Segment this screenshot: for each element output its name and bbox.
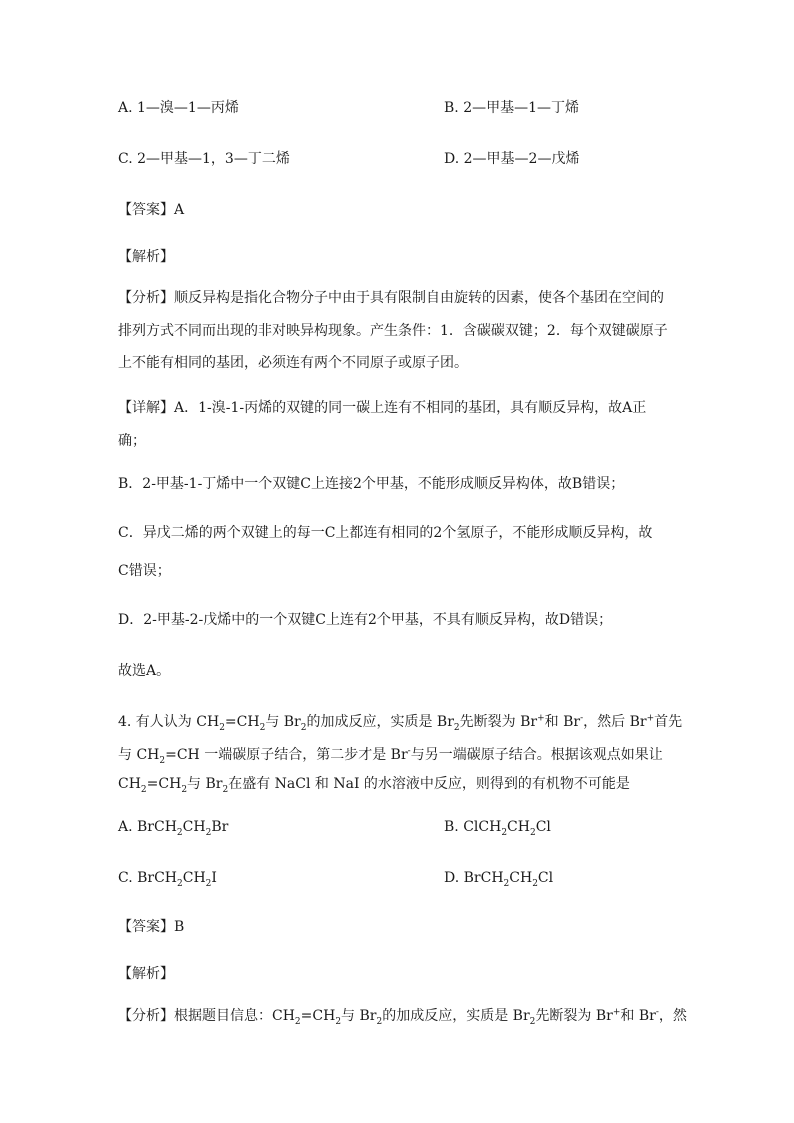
q4-stem-line-2	[118, 745, 663, 765]
option-text: CH	[182, 819, 206, 835]
q3-conclusion: 故选A。	[118, 663, 171, 679]
answer-tag: 【答案】	[118, 202, 174, 218]
answer-value: B	[174, 919, 185, 935]
subscript: 2	[529, 827, 536, 838]
stem-text: 与另一端碳原子结合。根据该观点如果让	[410, 747, 663, 763]
q4-fenxi-line-1	[118, 1006, 687, 1026]
option-text: Cl	[535, 819, 551, 835]
stem-text: 与 Br	[265, 714, 301, 730]
stem-text: 与 Br	[187, 776, 223, 792]
subscript: 2	[501, 827, 508, 838]
stem-text: 与 CH	[118, 747, 160, 763]
fenxi-tag: 【分析】	[118, 290, 174, 306]
option-text: CH	[507, 819, 530, 835]
q3-detail-a-line-1	[118, 398, 646, 418]
subscript: 2	[219, 722, 225, 733]
option-text: I	[211, 870, 217, 886]
fenxi-text: 和 Br	[620, 1008, 656, 1024]
answer-tag: 【答案】	[118, 919, 174, 935]
xiangjie-tag: 【详解】	[118, 400, 174, 416]
superscript: +	[612, 1007, 621, 1018]
question-number: 4.	[118, 714, 132, 730]
q3-fenxi-line-3: 上不能有相同的基团，必须连有两个不同原子或原子团。	[118, 355, 468, 371]
subscript: 2	[181, 784, 188, 795]
q3-fenxi-line-1	[118, 288, 664, 308]
superscript: +	[646, 713, 655, 724]
answer-value: A	[174, 202, 185, 218]
fenxi-text: 与 Br	[341, 1008, 377, 1024]
stem-text: =CH 一端碳原子结合，第二步才是 Br	[165, 747, 408, 763]
subscript: 2	[532, 878, 538, 889]
superscript: +	[537, 713, 545, 724]
subscript: 2	[205, 827, 212, 838]
subscript: 2	[335, 1016, 342, 1027]
superscript: -	[407, 746, 411, 757]
subscript: 2	[176, 827, 183, 838]
option-text: Br	[211, 819, 229, 835]
fenxi-tag: 【分析】	[118, 1008, 174, 1024]
q3-answer	[118, 200, 184, 220]
option-text: A. BrCH	[118, 819, 177, 835]
q3-detail-c-line-2: C错误；	[118, 563, 171, 579]
q3-detail-c-line-1: C．异戊二烯的两个双键上的每一C上都连有相同的2个氢原子，不能形成顺反异构，故	[118, 525, 653, 541]
subscript: 2	[503, 878, 510, 889]
q3-detail-b: B．2-甲基-1-丁烯中一个双键C上连接2个甲基，不能形成顺反异构体，故B错误；	[118, 476, 625, 492]
subscript: 2	[259, 722, 266, 733]
subscript: 2	[376, 1016, 383, 1027]
q3-analysis-tag: 【解析】	[118, 249, 174, 265]
fenxi-text: 先断裂为 Br	[535, 1008, 613, 1024]
fenxi-text: 顺反异构是指化合物分子中由于具有限制自由旋转的因素，使各个基团在空间的	[174, 290, 664, 306]
option-text: CH	[509, 870, 533, 886]
q4-answer	[118, 917, 184, 937]
subscript: 2	[300, 722, 307, 733]
stem-text: =CH	[224, 714, 260, 730]
q4-stem-line-1	[118, 712, 682, 732]
detail-text: A．1-溴-1-丙烯的双键的同一碳上连有不相同的基团，具有顺反异构，故A正	[174, 400, 647, 416]
subscript: 2	[529, 1016, 536, 1027]
option-text: C. BrCH	[118, 870, 178, 886]
q4-option-b	[444, 817, 551, 837]
stem-text: 在盛有 NaCl 和 NaI 的水溶液中反应，则得到的有机物不可能是	[228, 776, 630, 792]
fenxi-text: ，然	[658, 1008, 687, 1024]
q3-option-a: A. 1—溴—1—丙烯	[118, 100, 239, 116]
q3-detail-a-line-2: 确；	[118, 433, 146, 449]
subscript: 2	[222, 784, 229, 795]
superscript: -	[655, 1007, 659, 1018]
stem-text: 首先	[654, 714, 683, 730]
subscript: 2	[205, 878, 212, 889]
fenxi-text: 的加成反应，实质是 Br	[382, 1008, 530, 1024]
stem-text: 有人认为 CH	[131, 714, 220, 730]
option-text: CH	[182, 870, 206, 886]
q4-option-a	[118, 817, 228, 837]
stem-text: 和 Br	[544, 714, 581, 730]
superscript: -	[580, 713, 584, 724]
option-text: B. ClCH	[444, 819, 502, 835]
q4-stem-line-3	[118, 774, 630, 794]
fenxi-text: =CH	[300, 1008, 336, 1024]
q3-fenxi-line-2: 排列方式不同而出现的非对映异构现象。产生条件：1．含碳碳双键；2．每个双键碳原子	[118, 323, 668, 339]
stem-text: ，然后 Br	[583, 714, 647, 730]
fenxi-text: 根据题目信息：CH	[174, 1008, 295, 1024]
q3-option-c: C. 2—甲基—1，3—丁二烯	[118, 151, 290, 167]
q4-option-d	[444, 868, 553, 888]
subscript: 2	[294, 1016, 301, 1027]
subscript: 2	[177, 878, 183, 889]
option-text: Cl	[537, 870, 554, 886]
q3-option-d: D. 2—甲基—2—戊烯	[444, 151, 580, 167]
stem-text: 先断裂为 Br	[459, 714, 538, 730]
option-text: D. BrCH	[444, 870, 504, 886]
q4-option-c	[118, 868, 217, 888]
subscript: 2	[453, 722, 460, 733]
q3-option-b: B. 2—甲基—1—丁烯	[444, 100, 580, 116]
subscript: 2	[140, 784, 147, 795]
stem-text: 的加成反应，实质是 Br	[306, 714, 454, 730]
stem-text: =CH	[146, 776, 182, 792]
subscript: 2	[159, 755, 166, 766]
stem-text: CH	[118, 776, 141, 792]
q4-analysis-tag: 【解析】	[118, 966, 174, 982]
q3-detail-d: D．2-甲基-2-戊烯中的一个双键C上连有2个甲基，不具有顺反异构，故D错误；	[118, 612, 613, 628]
